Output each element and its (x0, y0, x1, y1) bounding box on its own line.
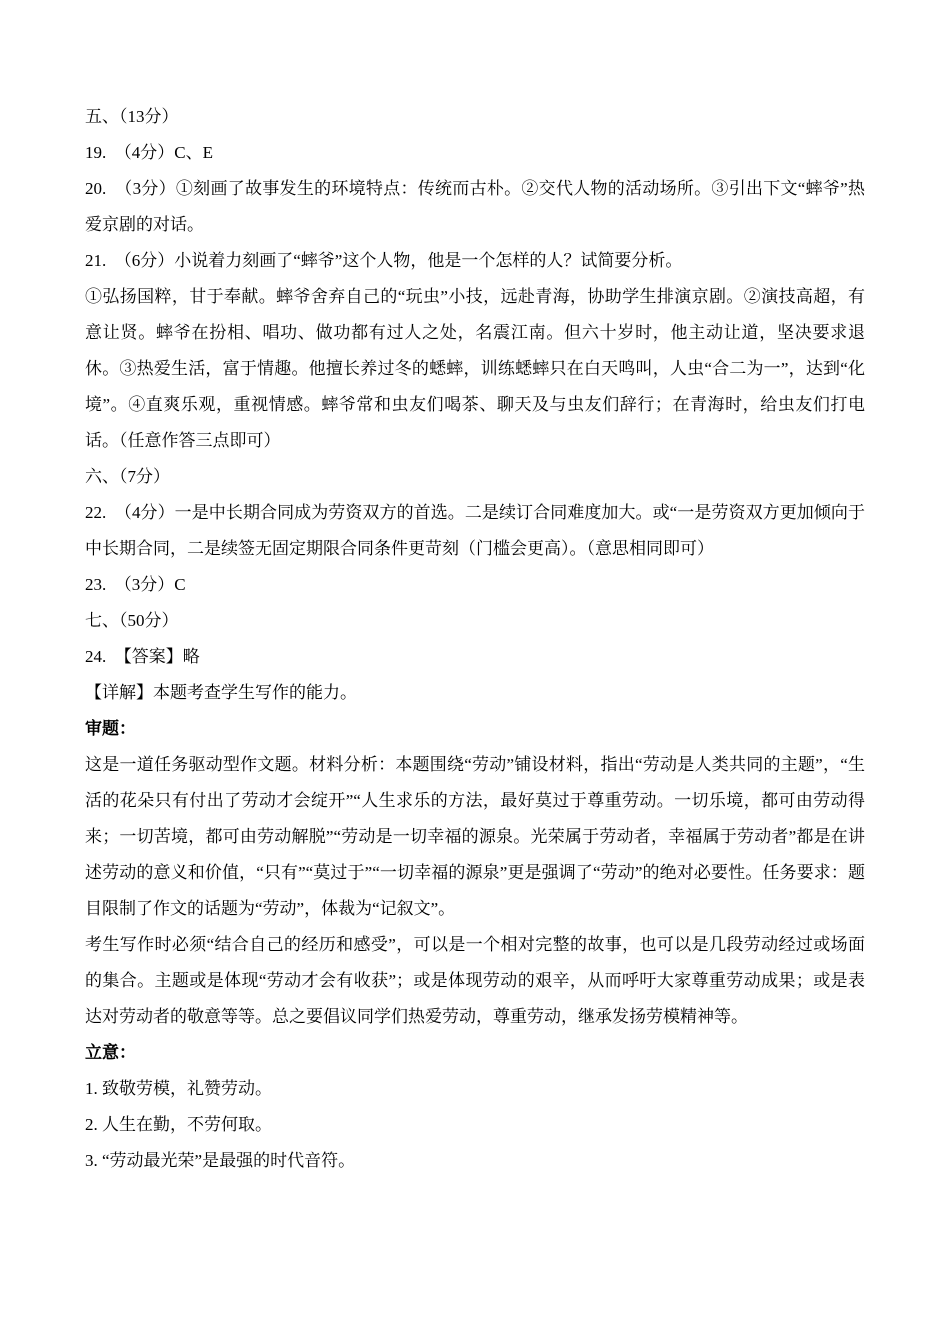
liyi-heading: 立意： (85, 1043, 136, 1062)
writing-requirement-paragraph: 考生写作时必须“结合自己的经历和感受”，可以是一个相对完整的故事，也可以是几段劳动经过或场面的集合。主题或是体现“劳动才会有收获”；或是体现劳动的艰辛，从而呼吁大家尊重劳动成果；或是表达对劳动者的敬意等等。总之要倡议同学们热爱劳动，尊重劳动，继承发扬劳模精神等。 (85, 935, 865, 1026)
answer-22: 22. （4分）一是中长期合同成为劳资双方的首选。二是续订合同难度加大。或“一是劳资双方更加倾向于中长期合同，二是续签无固定期限合同条件更苛刻（门槛会更高）。（意思相同即可） (85, 503, 865, 558)
material-analysis-paragraph: 这是一道任务驱动型作文题。材料分析：本题围绕“劳动”铺设材料，指出“劳动是人类共同的主题”，“生活的花朵只有付出了劳动才会绽开”“人生求乐的方法，最好莫过于尊重劳动。一切乐境，都可由劳动得来；一切苦境，都可由劳动解脱”“劳动是一切幸福的源泉。光荣属于劳动者，幸福属于劳动者”都是在讲述劳动的意义和价值，“只有”“莫过于”“一切幸福的源泉”更是强调了“劳动”的绝对必要性。任务要求：题目限制了作文的话题为“劳动”，体裁为“记叙文”。 (85, 755, 865, 918)
question-21: 21. （6分）小说着力刻画了“蟀爷”这个人物，他是一个怎样的人？试简要分析。 (85, 251, 683, 270)
detail-note: 【详解】本题考查学生写作的能力。 (85, 683, 357, 702)
section-seven-heading: 七、（50分） (85, 611, 179, 630)
shenti-heading: 审题： (85, 719, 136, 738)
section-six-heading: 六、（7分） (85, 467, 170, 486)
liyi-item-1: 1. 致敬劳模，礼赞劳动。 (85, 1079, 272, 1098)
answer-19: 19. （4分）C、E (85, 143, 213, 162)
answer-20: 20. （3分）①刻画了故事发生的环境特点：传统而古朴。②交代人物的活动场所。③引出下文“蟀爷”热爱京剧的对话。 (85, 179, 865, 234)
section-five-heading: 五、（13分） (85, 107, 179, 126)
liyi-item-2: 2. 人生在勤，不劳何取。 (85, 1115, 272, 1134)
liyi-item-3: 3. “劳动最光荣”是最强的时代音符。 (85, 1151, 356, 1170)
answer-21-analysis: ①弘扬国粹，甘于奉献。蟀爷舍弃自己的“玩虫”小技，远赴青海，协助学生排演京剧。②演技高超，有意让贤。蟀爷在扮相、唱功、做功都有过人之处，名震江南。但六十岁时，他主动让道，坚决要求退休。③热爱生活，富于情趣。他擅长养过冬的蟋蟀，训练蟋蟀只在白天鸣叫，人虫“合二为一”，达到“化境”。④直爽乐观，重视情感。蟀爷常和虫友们喝茶、聊天及与虫友们辞行；在青海时，给虫友们打电话。（任意作答三点即可） (85, 287, 865, 450)
answer-24: 24. 【答案】略 (85, 647, 200, 666)
answer-23: 23. （3分）C (85, 575, 186, 594)
